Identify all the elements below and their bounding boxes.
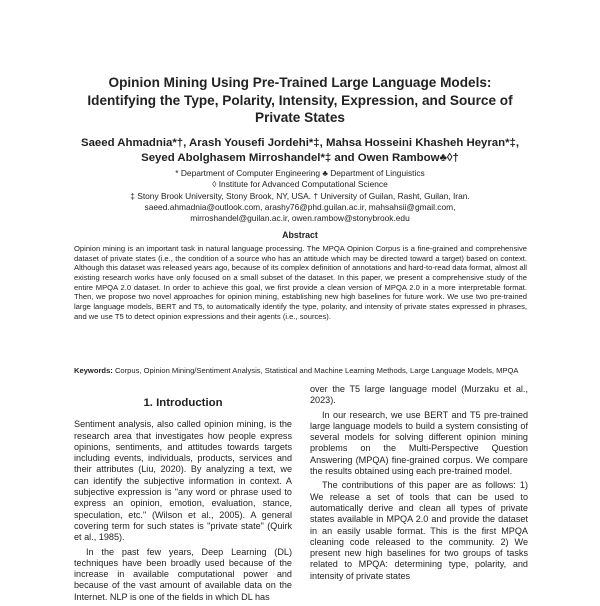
left-column (74, 380, 292, 606)
authors-line-2: Seyed Abolghasem Mirroshandel*‡ and Owen Rambow♣◊† (141, 152, 459, 164)
author-list (60, 136, 540, 166)
right-column (310, 384, 528, 585)
paper-title (40, 74, 560, 127)
paragraph: In the past few years, Deep Learning (DL) techniques have been broadly used because of the increase in available computational power and because of the vast amount of available data on the Internet. NLP is one of the fields in which DL has (74, 546, 292, 602)
paragraph: Sentiment analysis, also called opinion mining, is the research area that investigates how people express opinions, sentiments, and attitudes towards targets including events, individuals, products, services and their attributes (Liu, 2020). By analyzing a text, we can identify the subjective information in context. A subjective expression is "any word or phrase used to express an opinion, emotion, evaluation, stance, speculation, etc." (Wilson et al., 2005). A general covering term for such states is "private state" (Quirk et al., 1985). (74, 419, 292, 543)
paragraph: over the T5 large language model (Murzaku et al., 2023). (310, 384, 528, 406)
paragraph: In our research, we use BERT and T5 pre-trained large language models to build a system consisting of several models for solving different opinion mining problems on the Multi-Perspective Question Answering (MPQA) fine-grained corpus. We compare the results obtained using each pre-trained model. (310, 409, 528, 477)
keywords (74, 366, 527, 376)
abstract-heading: Abstract (282, 230, 318, 240)
affiliations (60, 168, 540, 224)
keywords-label: Keywords: (74, 366, 113, 375)
affiliation-line: ‡ Stony Brook University, Stony Brook, NY, USA. † University of Guilan, Rasht, Guilan, Iran. (130, 190, 470, 201)
title-line-3: Private States (255, 110, 345, 125)
title-line-2: Identifying the Type, Polarity, Intensity, Expression, and Source of (87, 92, 513, 108)
authors-line-1: Saeed Ahmadnia*†, Arash Yousefi Jordehi*‡, Mahsa Hosseini Khasheh Heyran*‡, (80, 137, 520, 149)
title-line-1: Opinion Mining Using Pre-Trained Large Language Models: (108, 75, 492, 90)
affiliation-line: * Department of Computer Engineering ♣ Department of Linguistics (175, 168, 425, 178)
affiliation-line: ◊ Institute for Advanced Computational Science (212, 179, 388, 190)
keywords-text: Corpus, Opinion Mining/Sentiment Analysis, Statistical and Machine Learning Methods, Large Language Models, MPQA (112, 366, 519, 375)
section-heading-introduction: 1. Introduction (143, 397, 223, 409)
paragraph: The contributions of this paper are as follows: 1) We release a set of tools that can be used to automatically derive and clean all types of private states available in MPQA 2.0 and provide the dataset in an easily usable format. This is the first MPQA cleaning code released to the community. 2) We present new high baselines for two groups of tasks related to MPQA: determining type, polarity, and intensity of private states (310, 480, 528, 581)
email-line: mirroshandel@guilan.ac.ir, owen.rambow@stonybrook.edu (190, 213, 410, 224)
abstract-text: Opinion mining is an important task in natural language processing. The MPQA Opinion Corpus is a fine-grained and comprehensive dataset of private states (i.e., the condition of a source who has an attitude which may be directed toward a target) based on context. Although this dataset was released years ago, because of its complex definition of annotations and hard-to-read data format, almost all existing research works have only focused on a small subset of the dataset. In this paper, we present a comprehensive study of the entire MPQA 2.0 dataset. In order to achieve this goal, we first provide a clean version of MPQA 2.0 in a more interpretable format. Then, we propose two novel approaches for opinion mining, establishing new high baselines for future work. We use two pre-trained large language models, BERT and T5, to automatically identify the type, polarity, and intensity of private states expressed in phrases, and we use T5 to detect opinion expressions and their agents (i.e., sources). (74, 244, 527, 321)
email-line: saeed.ahmadnia@outlook.com, arashy76@phd.guilan.ac.ir, mahsahsii@gmail.com, (144, 201, 456, 212)
